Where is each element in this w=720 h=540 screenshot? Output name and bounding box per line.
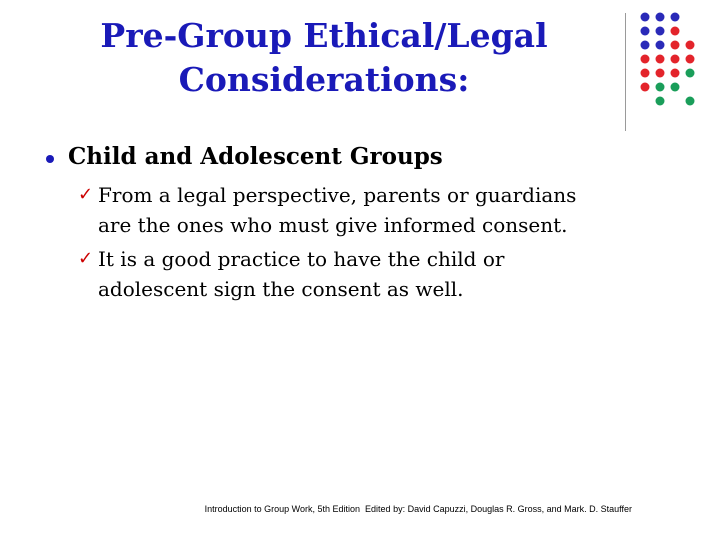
decorative-dot <box>656 97 665 106</box>
decorative-dot <box>671 69 680 78</box>
slide-content <box>40 140 610 308</box>
decorative-dot <box>686 97 695 106</box>
decorative-dot <box>656 13 665 22</box>
footer-citation: Introduction to Group Work, 5th Edition Edited by: David Capuzzi, Douglas R. Gross, and Mark. D. Stauffer <box>204 504 632 514</box>
decorative-dot <box>656 69 665 78</box>
decorative-dot <box>641 13 650 22</box>
bullet-dot-icon <box>46 155 54 163</box>
checkmark-icon: ✓ <box>78 248 94 269</box>
title-line-2: Considerations: <box>178 60 470 99</box>
decorative-dot <box>641 27 650 36</box>
bullet-item <box>40 140 610 174</box>
sub-bullet-item <box>78 180 610 240</box>
decorative-dot <box>686 55 695 64</box>
sub-bullet-list <box>40 180 610 304</box>
checkmark-icon: ✓ <box>78 184 94 205</box>
decorative-dot <box>671 55 680 64</box>
sub-bullet-text: From a legal perspective, parents or guardians are the ones who must give informed consent. <box>98 183 577 237</box>
decorative-dot <box>641 83 650 92</box>
decorative-dot <box>671 41 680 50</box>
decorative-dot <box>671 83 680 92</box>
decorative-dot <box>641 55 650 64</box>
decorative-dot <box>671 13 680 22</box>
decorative-dot <box>671 27 680 36</box>
decorative-dot <box>656 41 665 50</box>
title-line-1: Pre-Group Ethical/Legal <box>100 16 548 55</box>
sub-bullet-text: It is a good practice to have the child or adolescent sign the consent as well. <box>98 247 505 301</box>
bullet-text: Child and Adolescent Groups <box>68 143 443 170</box>
decorative-dot <box>686 69 695 78</box>
decorative-dot <box>641 41 650 50</box>
decorative-dot <box>686 41 695 50</box>
decorative-dot <box>656 27 665 36</box>
decorative-dot <box>641 69 650 78</box>
decorative-dot <box>656 55 665 64</box>
decorative-dot <box>656 83 665 92</box>
sub-bullet-item <box>78 244 610 304</box>
